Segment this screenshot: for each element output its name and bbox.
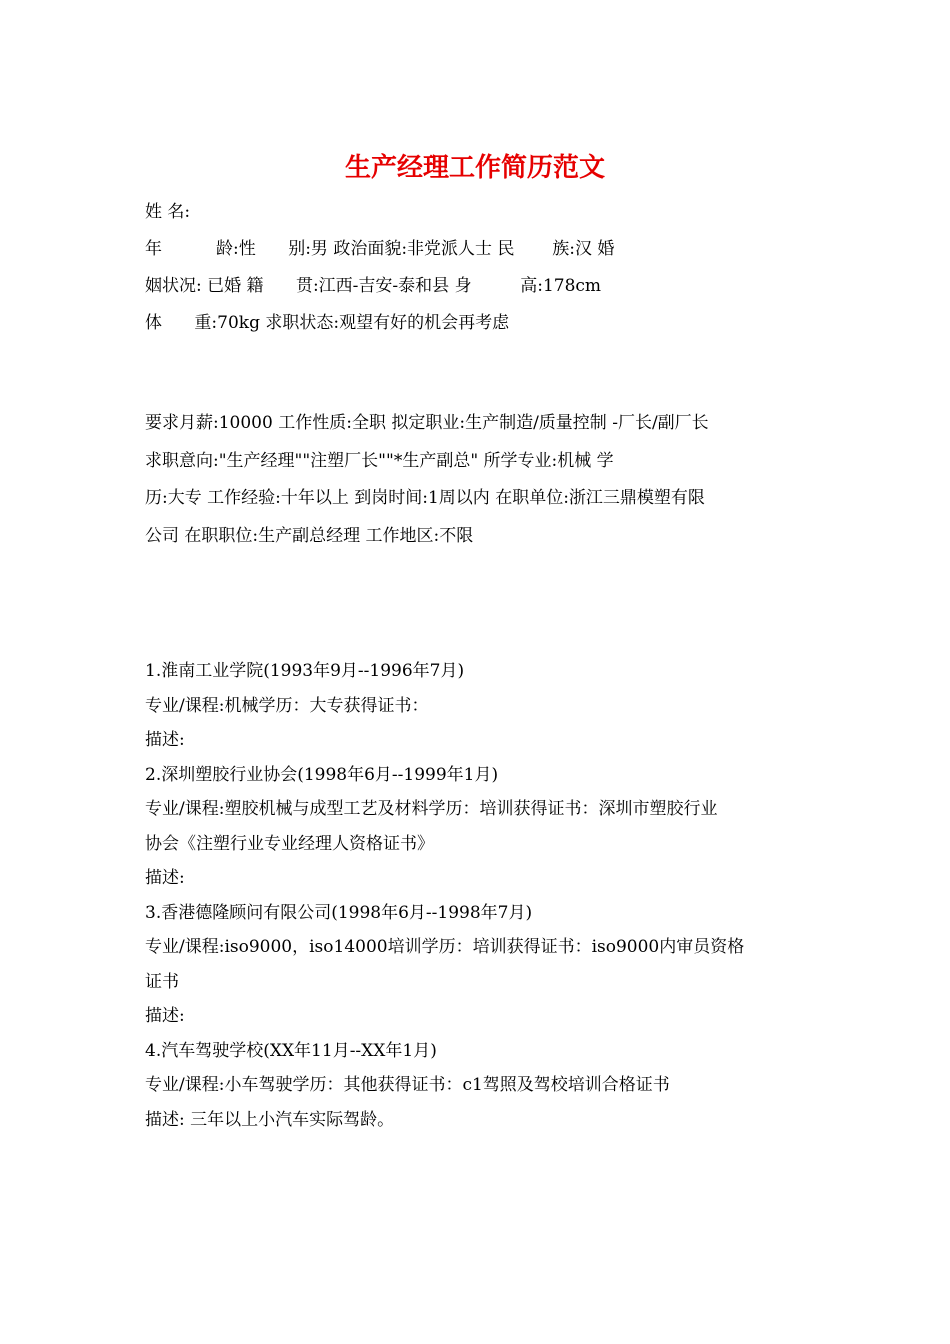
page-title: 生产经理工作简历范文 — [344, 153, 605, 183]
education-line: 4.汽车驾驶学校(XX年11月--XX年1月) — [145, 1041, 437, 1061]
education-line: 证书 — [145, 972, 179, 992]
education-line: 专业/课程:iso9000，iso14000培训学历：培训获得证书：iso9000内审员资格 — [145, 937, 745, 957]
job-intent-line: 求职意向:"生产经理""注塑厂长""*生产副总" 所学专业:机械 学 — [145, 451, 614, 471]
education-line: 描述: — [145, 868, 185, 888]
basic-info-line: 姓 名: — [145, 202, 191, 222]
education-line: 描述: 三年以上小汽车实际驾龄。 — [145, 1110, 395, 1130]
education-line: 1.淮南工业学院(1993年9月--1996年7月) — [145, 661, 465, 681]
education-line: 3.香港德隆顾问有限公司(1998年6月--1998年7月) — [145, 903, 533, 923]
education-line: 专业/课程:机械学历：大专获得证书： — [145, 696, 429, 716]
education-line: 描述: — [145, 730, 185, 750]
job-intent-line: 要求月薪:10000 工作性质:全职 拟定职业:生产制造/质量控制 -厂长/副厂长 — [145, 413, 709, 433]
education-line: 协会《注塑行业专业经理人资格证书》 — [145, 834, 434, 854]
basic-info-line: 姻状况: 已婚 籍 贯:江西-吉安-泰和县 身 高:178cm — [145, 276, 602, 296]
job-intent-line: 历:大专 工作经验:十年以上 到岗时间:1周以内 在职单位:浙江三鼎模塑有限 — [145, 488, 705, 508]
basic-info-line: 体 重:70kg 求职状态:观望有好的机会再考虑 — [145, 313, 510, 333]
job-intent-line: 公司 在职职位:生产副总经理 工作地区:不限 — [145, 526, 474, 546]
education-line: 描述: — [145, 1006, 185, 1026]
education-line: 专业/课程:小车驾驶学历：其他获得证书：c1驾照及驾校培训合格证书 — [145, 1075, 670, 1095]
education-line: 2.深圳塑胶行业协会(1998年6月--1999年1月) — [145, 765, 499, 785]
basic-info-line: 年 龄:性 别:男 政治面貌:非党派人士 民 族:汉 婚 — [145, 239, 615, 259]
education-line: 专业/课程:塑胶机械与成型工艺及材料学历：培训获得证书：深圳市塑胶行业 — [145, 799, 718, 819]
